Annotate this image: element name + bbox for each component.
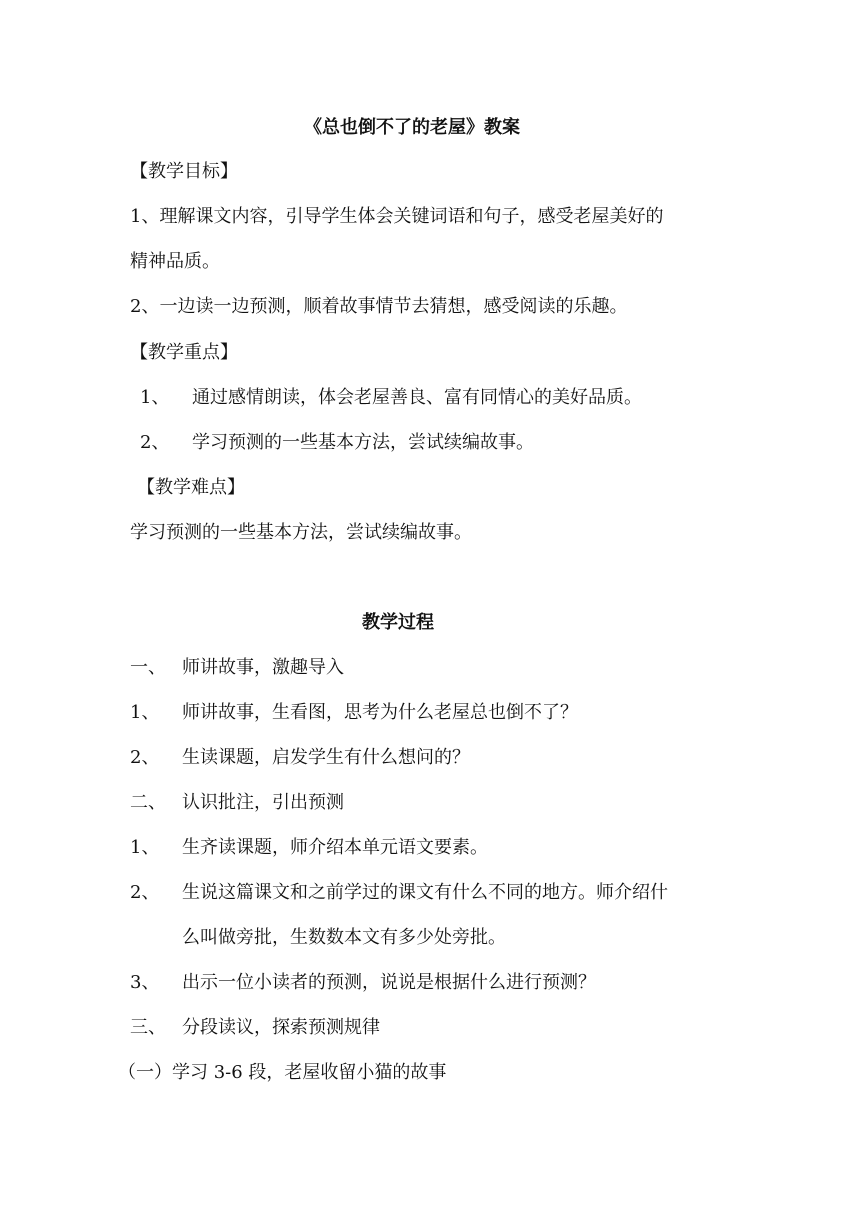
part-2-number: 二、 [130,792,166,813]
part-1-item-2-number: 2、 [130,747,160,768]
part-1-item-2-text: 生读课题，启发学生有什么想问的？ [182,747,470,768]
part-2-text: 认识批注，引出预测 [182,792,344,813]
objective-2: 2、一边读一边预测，顺着故事情节去猜想，感受阅读的乐趣。 [130,296,628,317]
objective-1-line1: 1、理解课文内容，引导学生体会关键词语和句子，感受老屋美好的 [130,206,664,227]
key-point-2-number: 2、 [140,432,170,453]
part-2-item-2-line2: 么叫做旁批，生数数本文有多少处旁批。 [182,927,506,948]
part-2-item-1-text: 生齐读课题，师介绍本单元语文要素。 [182,837,488,858]
difficulty-text: 学习预测的一些基本方法，尝试续编故事。 [130,522,472,543]
part-2-item-2-number: 2、 [130,882,160,903]
part-2-item-2-line1: 生说这篇课文和之前学过的课文有什么不同的地方。师介绍什 [182,882,668,903]
key-point-1-number: 1、 [140,387,170,408]
part-2-item-3-text: 出示一位小读者的预测，说说是根据什么进行预测？ [182,972,596,993]
difficulty-heading: 【教学难点】 [137,477,245,498]
key-point-1-text: 通过感情朗读，体会老屋善良、富有同情心的美好品质。 [192,387,642,408]
part-3-text: 分段读议，探索预测规律 [182,1017,380,1038]
document-title: 《总也倒不了的老屋》教案 [304,117,520,138]
part-2-item-3-number: 3、 [130,972,160,993]
part-3-number: 三、 [130,1017,166,1038]
part-1-item-1-text: 师讲故事，生看图，思考为什么老屋总也倒不了？ [182,702,578,723]
key-points-heading: 【教学重点】 [130,342,238,363]
process-heading: 教学过程 [362,612,434,633]
part-1-item-1-number: 1、 [130,702,160,723]
subsection-1: （一）学习 3-6 段，老屋收留小猫的故事 [118,1062,447,1083]
part-1-number: 一、 [130,657,166,678]
part-1-text: 师讲故事，激趣导入 [182,657,344,678]
objectives-heading: 【教学目标】 [130,161,238,182]
objective-1-line2: 精神品质。 [130,251,220,272]
part-2-item-1-number: 1、 [130,837,160,858]
key-point-2-text: 学习预测的一些基本方法，尝试续编故事。 [192,432,534,453]
